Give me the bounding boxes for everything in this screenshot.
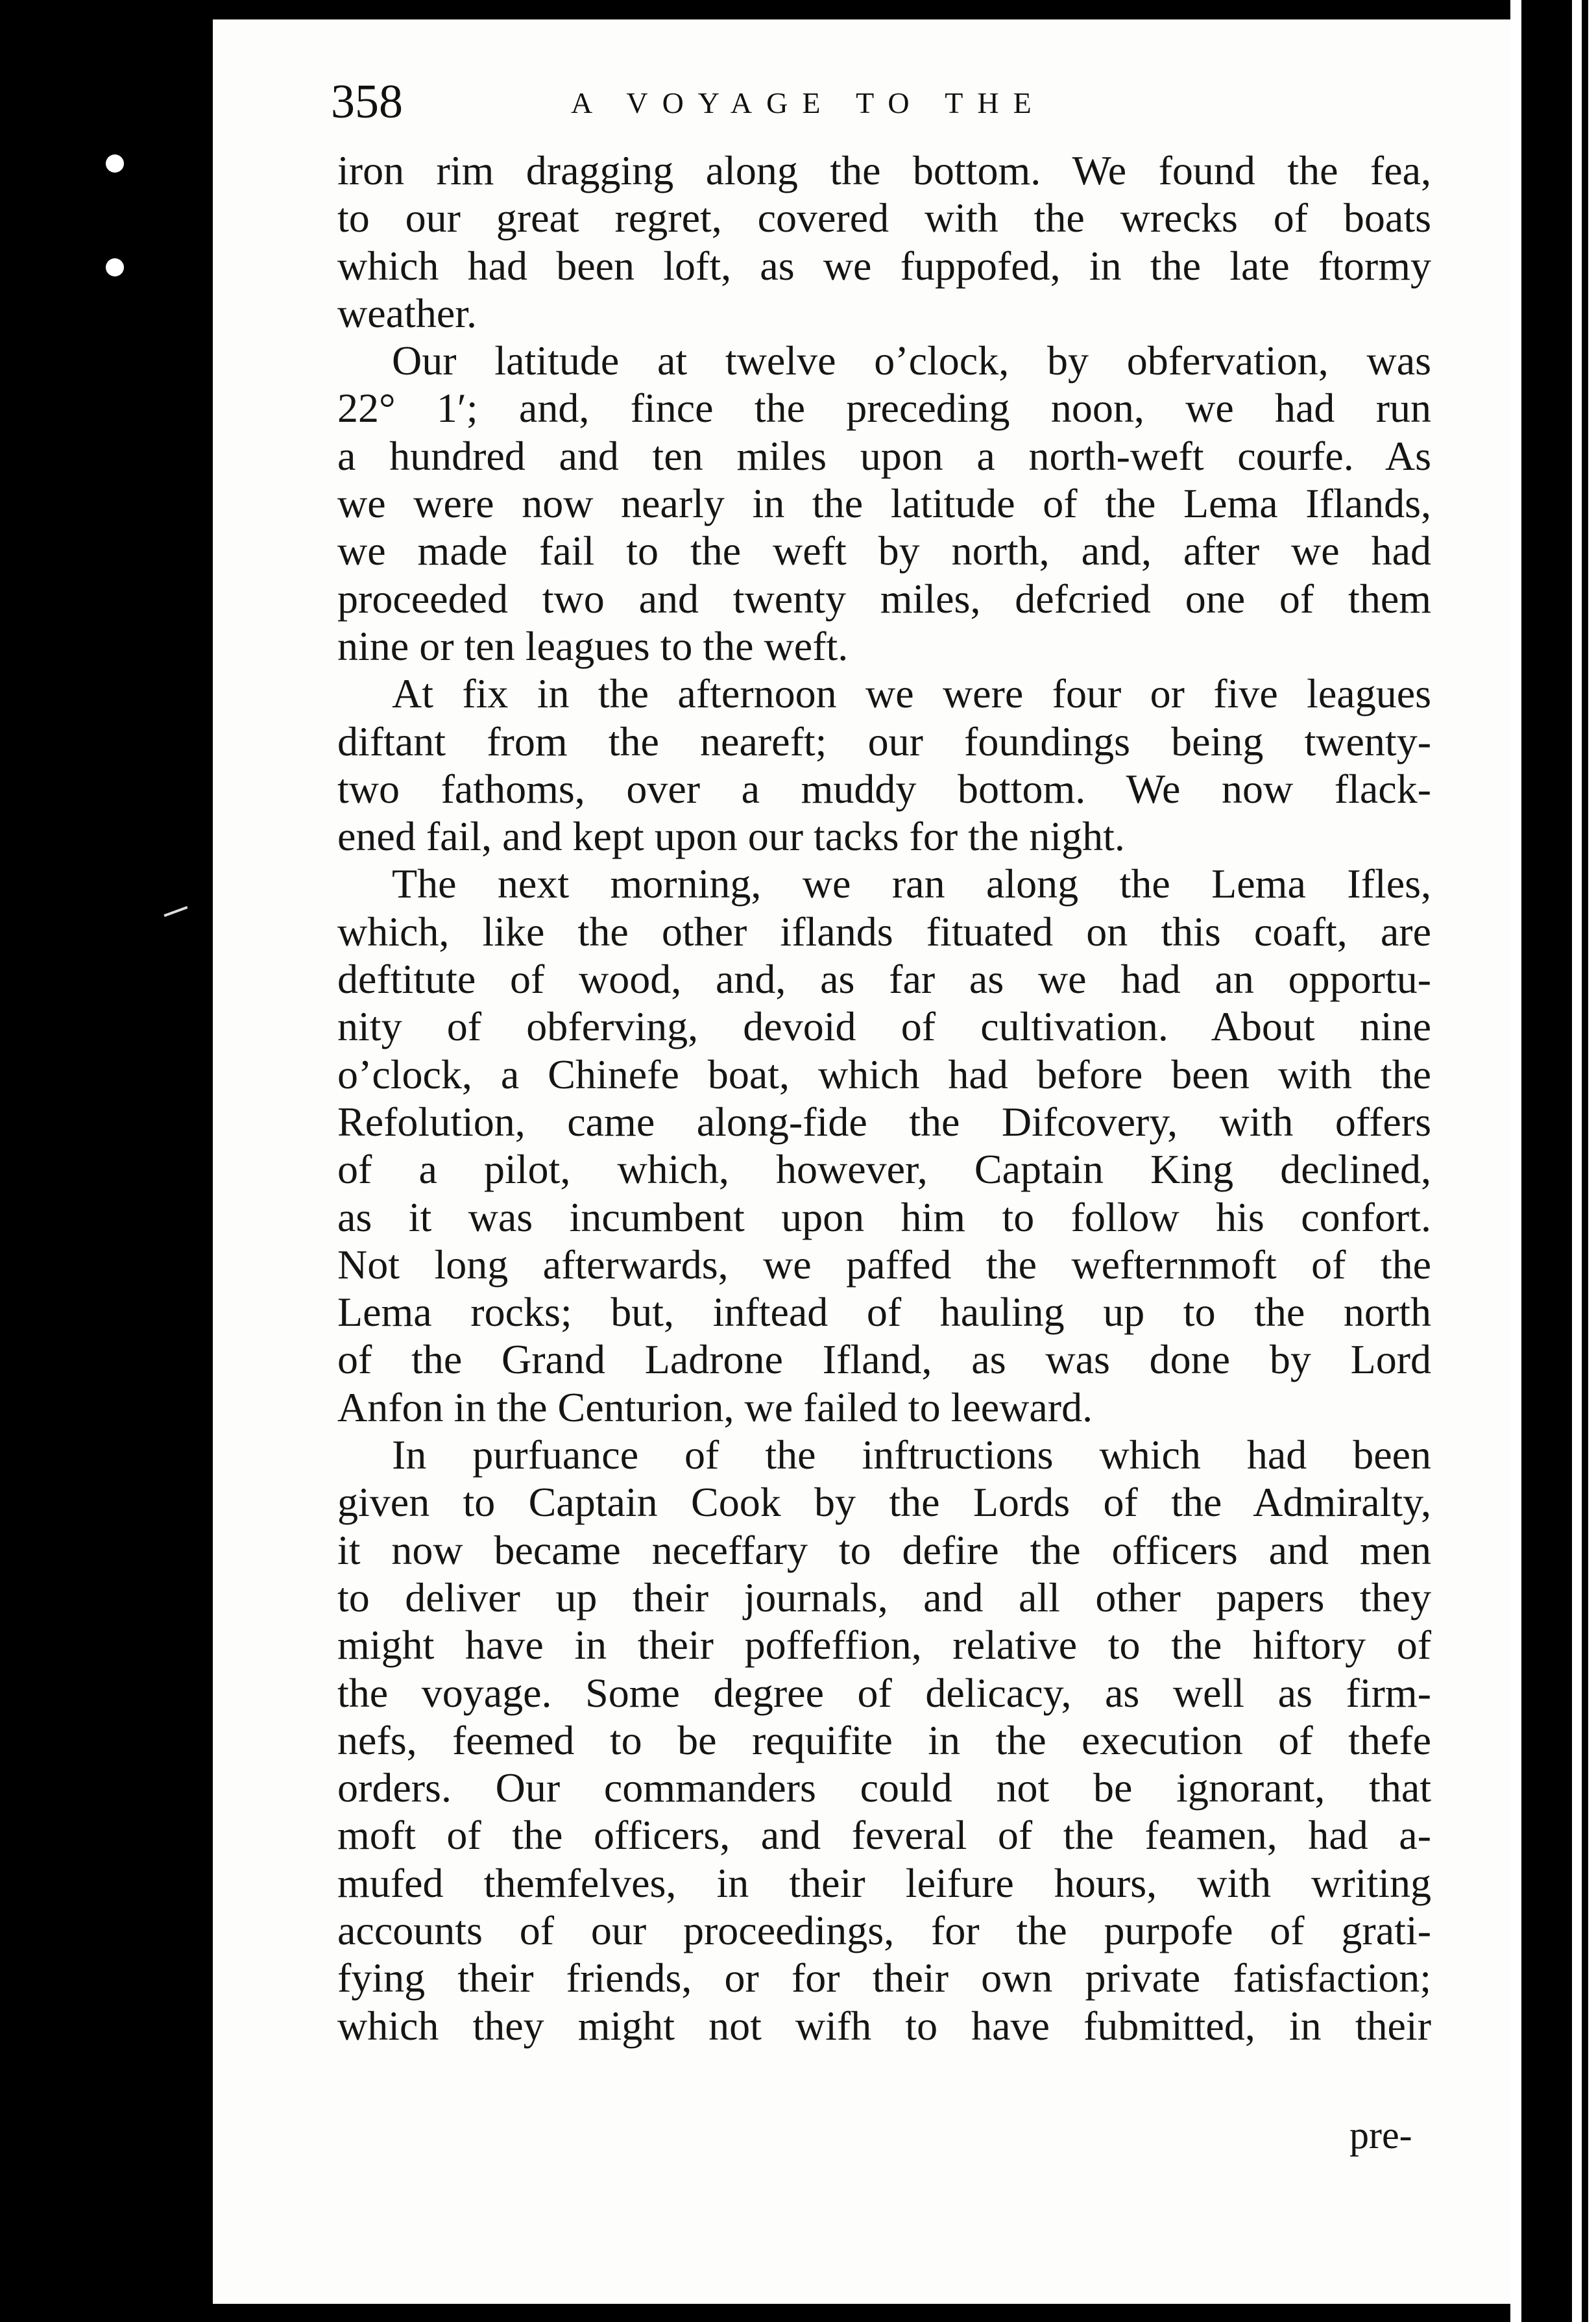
text-line: Anfon in the Centurion, we failed to leeward.	[337, 1384, 1093, 1430]
scan-hole-mark	[106, 154, 124, 173]
text-line: orders. Our commanders could not be ignorant, that	[337, 1765, 1431, 1811]
text-line: to deliver up their journals, and all other papers they	[337, 1574, 1431, 1620]
text-line: weather.	[337, 289, 477, 336]
text-line: to our great regret, covered with the wrecks of boats	[337, 195, 1431, 241]
text-line: Lema rocks; but, inftead of hauling up to the north	[337, 1289, 1431, 1336]
text-line: Not long afterwards, we paffed the wefternmoft of the	[337, 1241, 1431, 1288]
text-line: a hundred and ten miles upon a north-weft courfe. As	[337, 432, 1431, 479]
text-line: o’clock, a Chinefe boat, which had before been with the	[337, 1051, 1431, 1097]
text-line: nefs, feemed to be requifite in the execution of thefe	[337, 1717, 1431, 1763]
text-line: we were now nearly in the latitude of the Lema Iflands,	[337, 480, 1431, 527]
text-line: moft of the officers, and feveral of the feamen, had a-	[337, 1812, 1431, 1859]
text-line: In purfuance of the inftructions which had been	[392, 1432, 1431, 1478]
scan-margin-left	[0, 0, 214, 2322]
scan-edge-rule	[1582, 0, 1588, 2322]
text-line: nine or ten leagues to the weft.	[337, 622, 849, 669]
running-head	[331, 73, 1447, 131]
text-line: we made fail to the weft by north, and, after we had	[337, 528, 1431, 574]
text-line: might have in their poffeffion, relative to the hiftory of	[337, 1622, 1431, 1668]
text-line: Our latitude at twelve o’clock, by obfervation, was	[392, 337, 1431, 384]
text-line: which, like the other iflands fituated on this coaft, are	[337, 908, 1431, 955]
text-line: of a pilot, which, however, Captain King declined,	[337, 1146, 1431, 1193]
text-line: ened fail, and kept upon our tacks for the night.	[337, 813, 1125, 860]
body-text	[337, 147, 1431, 2049]
text-line: proceeded two and twenty miles, defcried one of them	[337, 575, 1431, 622]
text-line: iron rim dragging along the bottom. We found the fea,	[337, 147, 1431, 193]
text-line: The next morning, we ran along the Lema Ifles,	[392, 861, 1431, 907]
page-number: 358	[331, 75, 403, 128]
text-line: 22° 1′; and, fince the preceding noon, we had run	[337, 385, 1431, 432]
text-line: as it was incumbent upon him to follow his confort.	[337, 1193, 1431, 1240]
text-line: given to Captain Cook by the Lords of the Admiralty,	[337, 1479, 1431, 1526]
text-line: the voyage. Some degree of delicacy, as well as firm-	[337, 1669, 1431, 1716]
catchword: pre-	[1349, 2114, 1412, 2157]
text-line: it now became neceffary to defire the officers and men	[337, 1526, 1431, 1573]
text-line: accounts of our proceedings, for the purpofe of grati-	[337, 1907, 1431, 1953]
text-line: Refolution, came along-fide the Difcovery, with offers	[337, 1098, 1431, 1145]
text-line: fying their friends, or for their own private fatisfaction;	[337, 1955, 1431, 2001]
text-line: mufed themfelves, in their leifure hours, with writing	[337, 1859, 1431, 1906]
text-line: nity of obferving, devoid of cultivation. About nine	[337, 1003, 1431, 1050]
scan-hole-mark	[106, 258, 124, 276]
text-line: which had been loft, as we fuppofed, in the late ftormy	[337, 242, 1431, 289]
text-line: At fix in the afternoon we were four or five leagues	[392, 670, 1431, 717]
text-line: which they might not wifh to have fubmitted, in their	[337, 2002, 1431, 2049]
running-title: A VOYAGE TO THE	[571, 86, 1046, 119]
text-line: of the Grand Ladrone Ifland, as was done by Lord	[337, 1336, 1431, 1383]
scan-edge-black	[1521, 0, 1572, 2322]
text-line: deftitute of wood, and, as far as we had an opportu-	[337, 956, 1431, 1003]
text-line: diftant from the neareft; our foundings being twenty-	[337, 718, 1431, 764]
text-line: two fathoms, over a muddy bottom. We now flack-	[337, 765, 1431, 812]
